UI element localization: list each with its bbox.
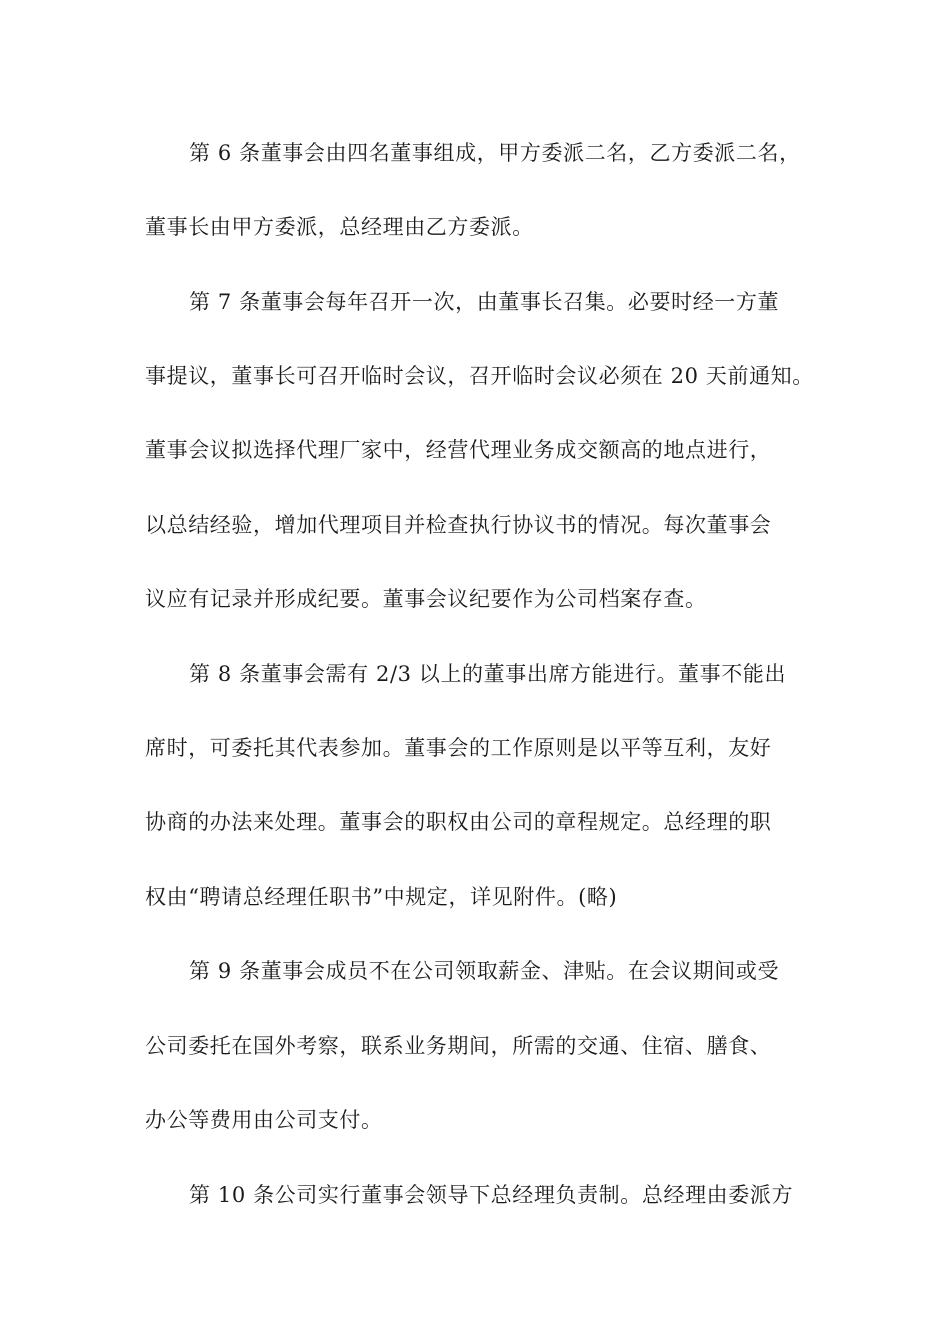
text-line-article-7: 第 7 条董事会每年召开一次，由董事长召集。必要时经一方董 [189, 290, 780, 314]
text-line: 董事会议拟选择代理厂家中，经营代理业务成交额高的地点进行， [145, 438, 772, 462]
text-line-article-10: 第 10 条公司实行董事会领导下总经理负责制。总经理由委派方 [189, 1183, 794, 1207]
text-line: 以总结经验，增加代理项目并检查执行协议书的情况。每次董事会 [145, 513, 772, 537]
text-line: 协商的办法来处理。董事会的职权由公司的章程规定。总经理的职 [145, 810, 772, 834]
text-line: 事提议，董事长可召开临时会议，召开临时会议必须在 20 天前通知。 [145, 364, 814, 388]
text-line: 公司委托在国外考察，联系业务期间，所需的交通、住宿、膳食、 [145, 1034, 772, 1058]
text-line: 议应有记录并形成纪要。董事会议纪要作为公司档案存查。 [145, 587, 707, 611]
text-line: 权由“聘请总经理任职书”中规定，详见附件。(略) [145, 885, 618, 909]
text-line: 办公等费用由公司支付。 [145, 1108, 383, 1132]
text-line-article-9: 第 9 条董事会成员不在公司领取薪金、津贴。在会议期间或受 [189, 959, 780, 983]
text-line-article-8: 第 8 条董事会需有 2/3 以上的董事出席方能进行。董事不能出 [189, 662, 787, 686]
text-line-article-6: 第 6 条董事会由四名董事组成，甲方委派二名，乙方委派二名， [189, 141, 801, 165]
text-line: 席时，可委托其代表参加。董事会的工作原则是以平等互利，友好 [145, 736, 772, 760]
text-line: 董事长由甲方委派，总经理由乙方委派。 [145, 215, 534, 239]
